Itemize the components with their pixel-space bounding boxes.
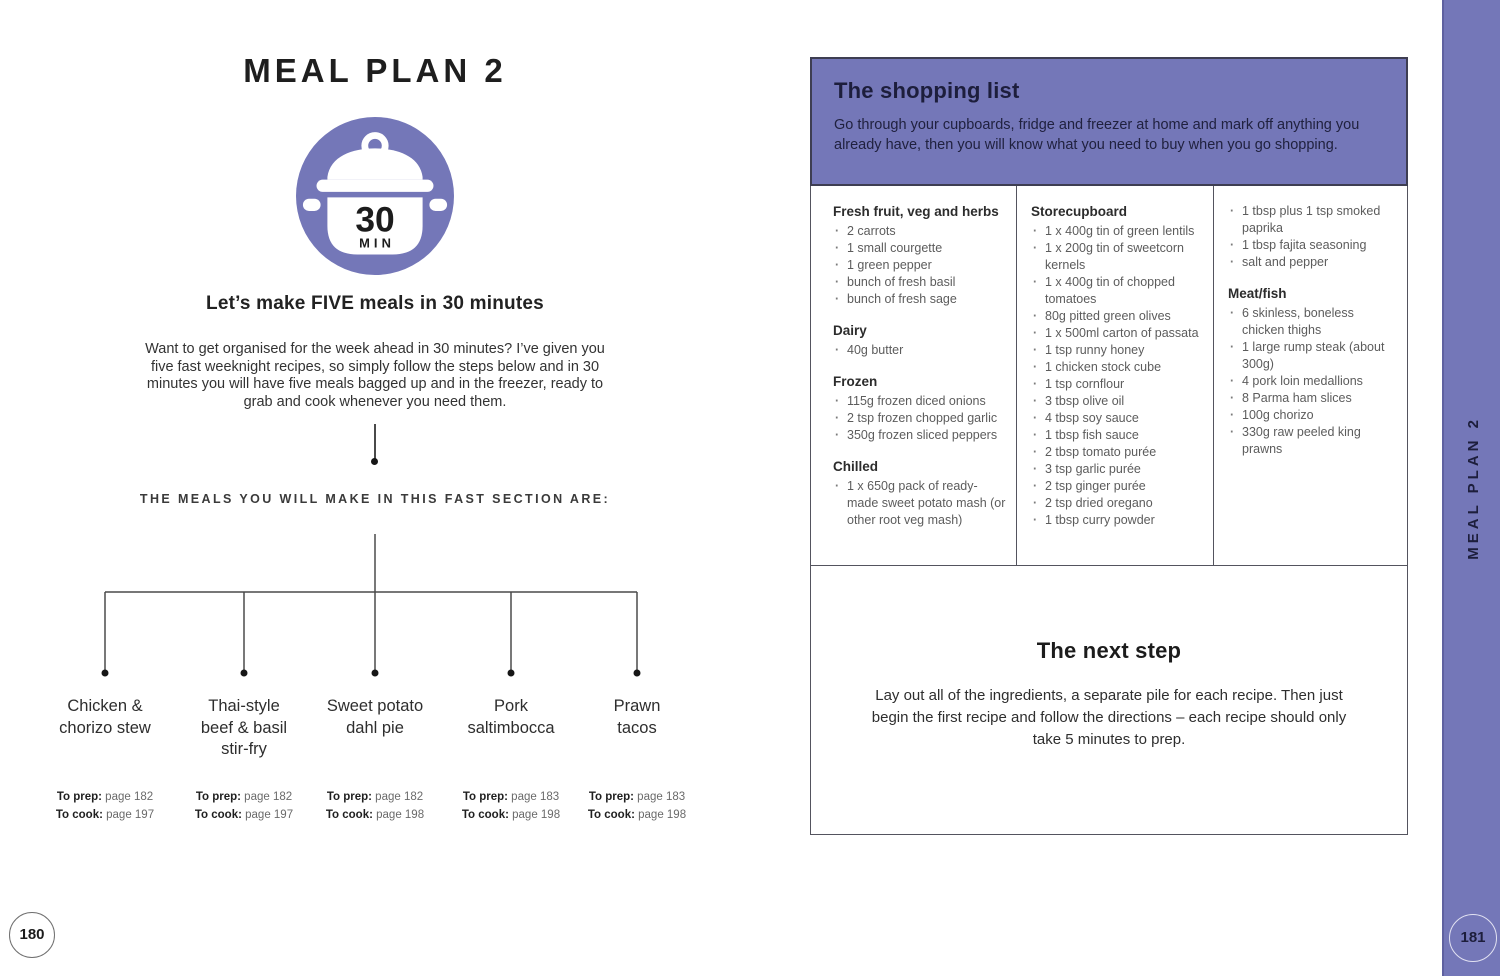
ingredient-item: · 4 tbsp soy sauce — [1031, 410, 1203, 427]
ingredient-item: · 3 tsp garlic purée — [1031, 461, 1203, 478]
meal-page-refs — [169, 789, 319, 824]
meal-name: Pork saltimbocca — [467, 697, 555, 737]
ingredient-item: · 2 tsp ginger purée — [1031, 478, 1203, 495]
ingredient-item: · 2 tsp frozen chopped garlic — [833, 410, 1006, 427]
shopping-column-2 — [1017, 186, 1214, 565]
badge-minutes-value: 30 — [355, 200, 395, 240]
meal-page-refs — [30, 789, 180, 824]
ingredient-item: · 330g raw peeled king prawns — [1228, 424, 1396, 458]
ingredient-item: · 40g butter — [833, 342, 1006, 359]
meal-page-refs — [562, 789, 712, 824]
ingredient-item: · 2 tbsp tomato purée — [1031, 444, 1203, 461]
ingredient-item: · 1 x 400g tin of green lentils — [1031, 223, 1203, 240]
intro-paragraph: Want to get organised for the week ahead in 30 minutes? I’ve given you five fast weeknight recipes, so simply follow the steps below and in 30 minutes you will have five meals bagged up and in the freezer, ready to grab and cook whenever you need them. — [145, 341, 605, 410]
meal-name: Prawn tacos — [613, 697, 661, 737]
badge-minutes-unit: MIN — [359, 235, 395, 251]
ingredient-group — [1031, 203, 1203, 529]
ingredient-group — [1228, 285, 1396, 458]
ingredient-group-heading: Chilled — [833, 459, 879, 474]
ingredient-item: · 8 Parma ham slices — [1228, 390, 1396, 407]
meal-prep-ref: To prep: page 182 — [326, 791, 424, 803]
ingredient-item: · 1 tsp cornflour — [1031, 376, 1203, 393]
ingredient-item: · 115g frozen diced onions — [833, 393, 1006, 410]
ingredient-group-heading: Dairy — [833, 323, 867, 338]
meal-prep-ref: To prep: page 182 — [56, 791, 154, 803]
meal-cook-ref: To cook: page 197 — [55, 808, 155, 821]
ingredient-item: · 1 x 650g pack of ready-made sweet potato mash (or other root veg mash) — [833, 478, 1006, 529]
ingredient-item: · 1 green pepper — [833, 257, 1006, 274]
shopping-column-3 — [1214, 186, 1406, 565]
ingredient-item: · 1 tbsp fajita seasoning — [1228, 237, 1396, 254]
shopping-list-description: Go through your cupboards, fridge and freezer at home and mark off anything you already have, then you will know what you need to buy when you go shopping. — [834, 117, 1360, 153]
ingredient-item: · 1 chicken stock cube — [1031, 359, 1203, 376]
next-step-panel — [810, 566, 1408, 835]
shopping-list-header — [810, 57, 1408, 186]
ingredient-item: · bunch of fresh sage — [833, 291, 1006, 308]
ingredient-item: · 3 tbsp olive oil — [1031, 393, 1203, 410]
meal-prep-ref: To prep: page 182 — [195, 791, 293, 803]
ingredient-item: · 1 x 500ml carton of passata — [1031, 325, 1203, 342]
arrow-line — [374, 424, 376, 460]
subtitle: Let’s make FIVE meals in 30 minutes — [206, 293, 544, 314]
ingredient-item: · 1 large rump steak (about 300g) — [1228, 339, 1396, 373]
meal-cook-ref: To cook: page 198 — [587, 808, 687, 821]
ingredient-group-heading: Storecupboard — [1031, 204, 1128, 219]
shopping-column-1 — [811, 186, 1017, 565]
arrow-dot — [371, 458, 378, 465]
ingredient-group-heading: Fresh fruit, veg and herbs — [833, 204, 999, 219]
ingredient-group-heading: Meat/fish — [1228, 286, 1287, 301]
next-step-body: Lay out all of the ingredients, a separate pile for each recipe. Then just begin the first recipe and follow the directions – each recipe should only take 5 minutes to prep. — [871, 687, 1347, 748]
chapter-sidebar — [1442, 0, 1500, 976]
cooking-pot-icon — [300, 128, 450, 264]
next-step-title: The next step — [1036, 638, 1182, 663]
ingredient-item: · 1 small courgette — [833, 240, 1006, 257]
ingredient-item: · 1 tbsp curry powder — [1031, 512, 1203, 529]
ingredient-item: · 1 tbsp fish sauce — [1031, 427, 1203, 444]
time-badge — [296, 117, 454, 275]
page-number-right: 181 — [1449, 914, 1497, 962]
ingredient-item: · bunch of fresh basil — [833, 274, 1006, 291]
ingredient-item: · 2 tsp dried oregano — [1031, 495, 1203, 512]
ingredient-item: · 1 x 400g tin of chopped tomatoes — [1031, 274, 1203, 308]
meal-prep-ref: To prep: page 183 — [462, 791, 560, 803]
ingredient-item: · salt and pepper — [1228, 254, 1396, 271]
section-label: THE MEALS YOU WILL MAKE IN THIS FAST SECTION ARE: — [139, 492, 611, 506]
ingredient-group — [833, 203, 1006, 308]
page-number-left: 180 — [9, 912, 55, 958]
meal-cook-ref: To cook: page 198 — [461, 808, 561, 821]
meal-name: Sweet potato dahl pie — [326, 697, 424, 737]
ingredient-item: · 100g chorizo — [1228, 407, 1396, 424]
meal-tree-diagram — [60, 534, 700, 682]
ingredient-group — [833, 458, 1006, 529]
ingredient-group-heading: Frozen — [833, 374, 878, 389]
ingredient-group — [833, 373, 1006, 444]
meal-prep-ref: To prep: page 183 — [588, 791, 686, 803]
shopping-list-panel — [810, 57, 1408, 835]
ingredient-item: · 1 x 200g tin of sweetcorn kernels — [1031, 240, 1203, 274]
meal-page-refs — [300, 789, 450, 824]
ingredient-group — [1228, 203, 1396, 271]
ingredient-group — [833, 322, 1006, 359]
ingredient-item: · 6 skinless, boneless chicken thighs — [1228, 305, 1396, 339]
ingredient-item: · 350g frozen sliced peppers — [833, 427, 1006, 444]
ingredient-item: · 80g pitted green olives — [1031, 308, 1203, 325]
shopping-list-columns — [810, 186, 1408, 566]
meal-cook-ref: To cook: page 197 — [194, 808, 294, 821]
chapter-sidebar-label: MEAL PLAN 2 — [1464, 416, 1482, 560]
meal-cook-ref: To cook: page 198 — [325, 808, 425, 821]
ingredient-item: · 2 carrots — [833, 223, 1006, 240]
ingredient-item: · 1 tsp runny honey — [1031, 342, 1203, 359]
ingredient-item: · 4 pork loin medallions — [1228, 373, 1396, 390]
page-title: MEAL PLAN 2 — [243, 52, 507, 89]
ingredient-item: · 1 tbsp plus 1 tsp smoked paprika — [1228, 203, 1396, 237]
meal-name: Chicken & chorizo stew — [59, 697, 151, 737]
meal-name: Thai-style beef & basil stir-fry — [200, 697, 288, 758]
shopping-list-title: The shopping list — [834, 78, 1020, 103]
